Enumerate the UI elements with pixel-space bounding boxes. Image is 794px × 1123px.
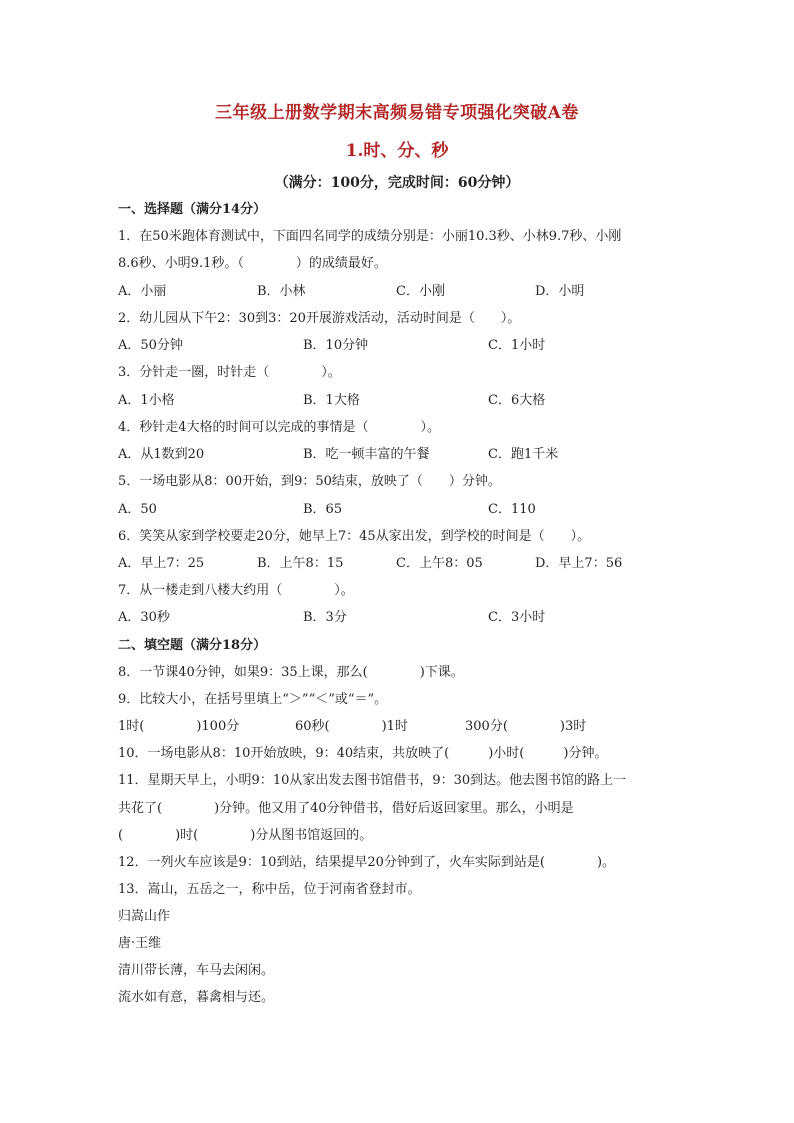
question-11-line-3: ( )时( )分从图书馆返回的。 <box>118 828 373 843</box>
q1-option-d: D．小明 <box>535 284 585 299</box>
q7-option-c: C．3小时 <box>488 610 546 625</box>
exam-info: （满分：100分，完成时间：60分钟） <box>274 175 520 191</box>
question-1-line-2: 8.6秒、小明9.1秒。（ ）的成绩最好。 <box>118 256 387 271</box>
section-heading-choice: 一、选择题（满分14分） <box>118 202 267 217</box>
q4-option-c: C．跑1千米 <box>488 447 559 462</box>
q9-item-3: 300分( )3时 <box>465 719 587 734</box>
q4-option-a: A．从1数到20 <box>118 447 205 462</box>
q2-option-a: A．50分钟 <box>118 338 183 353</box>
question-11-line-1: 11．星期天早上，小明9：10从家出发去图书馆借书，9：30到达。他去图书馆的路上一 <box>118 773 627 788</box>
q9-item-2: 60秒( )1时 <box>295 719 408 734</box>
question-8: 8．一节课40分钟，如果9：35上课，那么( )下课。 <box>118 665 464 680</box>
question-12: 12．一列火车应该是9：10到站，结果提早20分钟到了，火车实际到站是( )。 <box>118 855 616 870</box>
question-2: 2．幼儿园从下午2：30到3：20开展游戏活动，活动时间是（ ）。 <box>118 311 521 326</box>
q5-option-c: C．110 <box>488 502 536 517</box>
q3-option-a: A．1小格 <box>118 393 175 408</box>
q5-option-b: B．65 <box>303 502 343 517</box>
q1-option-c: C．小刚 <box>396 284 445 299</box>
question-1-line-1: 1．在50米跑体育测试中，下面四名同学的成绩分别是：小丽10.3秒、小林9.7秒、小刚 <box>118 229 622 244</box>
q7-option-a: A．30秒 <box>118 610 170 625</box>
q3-option-b: B．1大格 <box>303 393 360 408</box>
question-11-line-2: 共花了( )分钟。他又用了40分钟借书，借好后返回家里。那么，小明是 <box>118 801 574 816</box>
question-7: 7．从一楼走到八楼大约用（ ）。 <box>118 583 354 598</box>
q1-option-a: A．小丽 <box>118 284 167 299</box>
section-heading-fill: 二、填空题（满分18分） <box>118 638 267 653</box>
poem-line-2: 流水如有意，暮禽相与还。 <box>118 990 275 1005</box>
question-9: 9．比较大小，在括号里填上“＞”“＜”或“＝”。 <box>118 692 388 707</box>
page-subtitle: 1.时、分、秒 <box>345 141 449 161</box>
page-title: 三年级上册数学期末高频易错专项强化突破A卷 <box>215 103 579 123</box>
question-6: 6．笑笑从家到学校要走20分，她早上7：45从家出发，到学校的时间是（ ）。 <box>118 529 591 544</box>
q2-option-b: B．10分钟 <box>303 338 369 353</box>
q4-option-b: B．吃一顿丰富的午餐 <box>303 447 430 462</box>
q1-option-b: B．小林 <box>257 284 306 299</box>
question-10: 10．一场电影从8：10开始放映，9：40结束，共放映了( )小时( )分钟。 <box>118 746 608 761</box>
question-5: 5．一场电影从8：00开始，到9：50结束，放映了（ ）分钟。 <box>118 474 501 489</box>
q6-option-b: B．上午8：15 <box>257 556 344 571</box>
q2-option-c: C．1小时 <box>488 338 546 353</box>
question-3: 3．分针走一圈，时针走（ ）。 <box>118 365 341 380</box>
q6-option-c: C．上午8：05 <box>396 556 483 571</box>
poem-line-1: 清川带长薄，车马去闲闲。 <box>118 963 275 978</box>
q5-option-a: A．50 <box>118 502 157 517</box>
q9-item-1: 1时( )100分 <box>118 719 240 734</box>
q6-option-d: D．早上7：56 <box>535 556 623 571</box>
q6-option-a: A．早上7：25 <box>118 556 205 571</box>
q7-option-b: B．3分 <box>303 610 347 625</box>
question-4: 4．秒针走4大格的时间可以完成的事情是（ ）。 <box>118 420 441 435</box>
poem-title: 归嵩山作 <box>118 909 171 924</box>
question-13: 13．嵩山，五岳之一，称中岳，位于河南省登封市。 <box>118 882 421 897</box>
poem-author: 唐·王维 <box>118 936 162 951</box>
q3-option-c: C．6大格 <box>488 393 546 408</box>
